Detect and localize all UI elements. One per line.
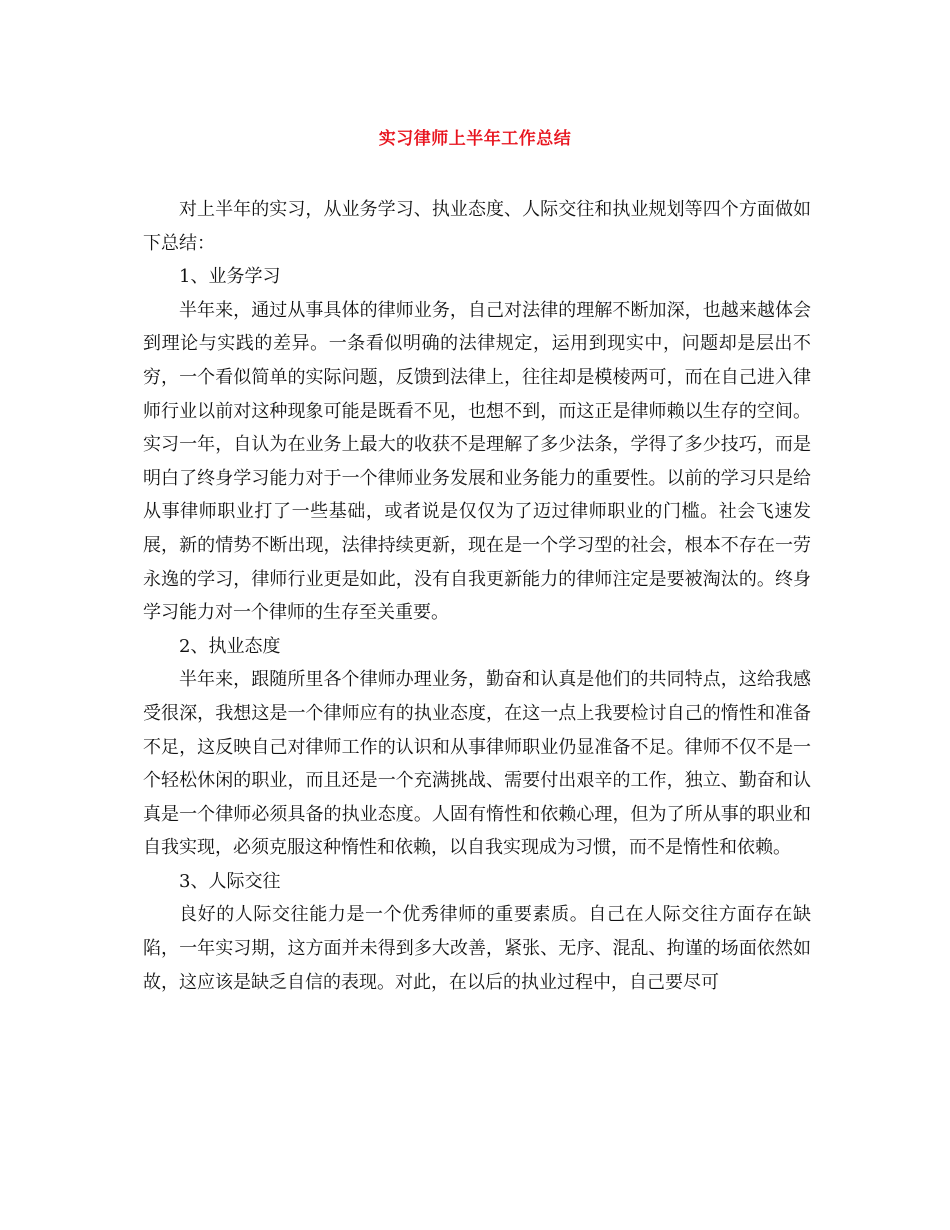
document-body bbox=[143, 193, 811, 999]
section-heading-business-study: 1、业务学习 bbox=[179, 266, 281, 288]
interpersonal-paragraph: 良好的人际交往能力是一个优秀律师的重要素质。自己在人际交往方面存在缺陷，一年实习期，这方面并未得到多大改善，紧张、无序、混乱、拘谨的场面依然如故，这应该是缺乏自信的表现。对此，在以后的执业过程中，自己要尽可 bbox=[143, 904, 811, 993]
intro-paragraph: 对上半年的实习，从业务学习、执业态度、人际交往和执业规划等四个方面做如下总结： bbox=[143, 199, 811, 254]
section-heading-interpersonal: 3、人际交往 bbox=[179, 870, 281, 892]
practice-attitude-paragraph: 半年来，跟随所里各个律师办理业务，勤奋和认真是他们的共同特点，这给我感受很深，我想这是一个律师应有的执业态度，在这一点上我要检讨自己的惰性和准备不足，这反映自己对律师工作的认识和从事律师职业仍显准备不足。律师不仅不是一个轻松休闲的职业，而且还是一个充满挑战、需要付出艰辛的工作，独立、勤奋和认真是一个律师必须具备的执业态度。人固有惰性和依赖心理，但为了所从事的职业和自我实现，必须克服这种惰性和依赖，以自我实现成为习惯，而不是惰性和依赖。 bbox=[143, 669, 811, 859]
document-title: 实习律师上半年工作总结 bbox=[378, 129, 572, 149]
section-heading-practice-attitude: 2、执业态度 bbox=[179, 635, 281, 657]
business-study-paragraph: 半年来，通过从事具体的律师业务，自己对法律的理解不断加深，也越来越体会到理论与实践的差异。一条看似明确的法律规定，运用到现实中，问题却是层出不穷，一个看似简单的实际问题，反馈到法律上，往往却是模棱两可，而在自己进入律师行业以前对这种现象可能是既看不见，也想不到，而这正是律师赖以生存的空间。实习一年，自认为在业务上最大的收获不是理解了多少法条，学得了多少技巧，而是明白了终身学习能力对于一个律师业务发展和业务能力的重要性。以前的学习只是给从事律师职业打了一些基础，或者说是仅仅为了迈过律师职业的门槛。社会飞速发展，新的情势不断出现，法律持续更新，现在是一个学习型的社会，根本不存在一劳永逸的学习，律师行业更是如此，没有自我更新能力的律师注定是要被淘汰的。终身学习能力对一个律师的生存至关重要。 bbox=[143, 299, 811, 624]
